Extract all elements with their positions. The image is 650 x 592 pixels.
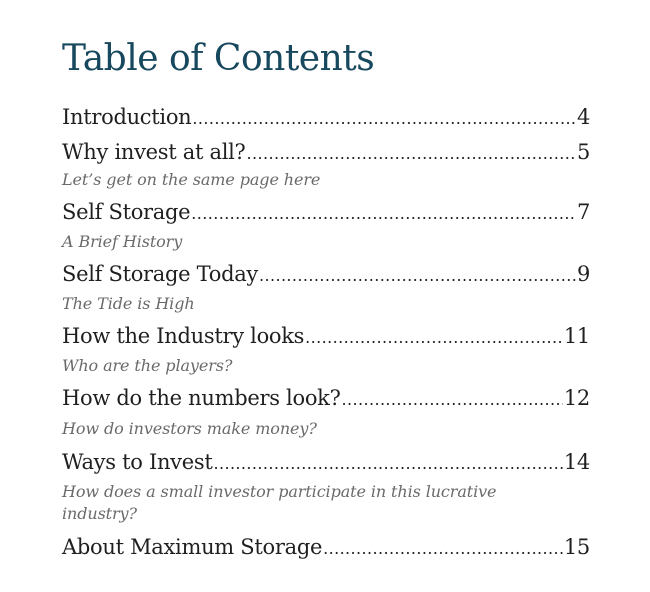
dot-leader [247,138,576,168]
dot-leader [259,260,576,290]
toc-entry-subtitle: How does a small investor participate in this lucrative industry? [62,482,497,523]
dot-leader [342,384,563,414]
toc-entry-label: Introduction [62,105,192,129]
toc-entry-industry-looks[interactable] [62,322,590,352]
dot-leader [192,103,576,133]
toc-entry-subtitle: Let’s get on the same page here [62,170,321,189]
toc-entry-self-storage-today[interactable] [62,260,590,290]
dot-leader [213,448,562,478]
toc-entry-subtitle: How do investors make money? [62,419,317,438]
toc-entry-about-maximum-storage[interactable] [62,533,590,563]
toc-entry-subtitle: Who are the players? [62,356,233,375]
toc-entry-label: How do the numbers look? [62,386,341,410]
toc-page-number: 11 [563,324,590,348]
toc-entry-subtitle: The Tide is High [62,294,195,313]
toc-entry-label: Self Storage [62,200,191,224]
toc-entry-label: About Maximum Storage [62,535,323,559]
toc-page-number: 14 [563,450,590,474]
toc-entry-why-invest[interactable] [62,138,590,168]
toc-page-number: 7 [576,200,590,224]
toc-entry-label: Ways to Invest [62,450,213,474]
toc-entry-self-storage[interactable] [62,198,590,228]
toc-entry-label: Self Storage Today [62,262,258,286]
toc-page-number: 5 [576,140,590,164]
dot-leader [305,322,563,352]
toc-page-number: 15 [563,535,590,559]
dot-leader [323,533,563,563]
toc-entry-numbers-look[interactable] [62,384,590,414]
toc-page-number: 12 [563,386,590,410]
page-title: Table of Contents [62,38,375,79]
toc-entry-label: How the Industry looks [62,324,305,348]
toc-entry-subtitle: A Brief History [62,232,183,251]
toc-page-number: 9 [576,262,590,286]
dot-leader [191,198,576,228]
toc-entry-label: Why invest at all? [62,140,246,164]
toc-entry-introduction[interactable] [62,103,590,133]
toc-page-number: 4 [576,105,590,129]
toc-entry-ways-to-invest[interactable] [62,448,590,478]
